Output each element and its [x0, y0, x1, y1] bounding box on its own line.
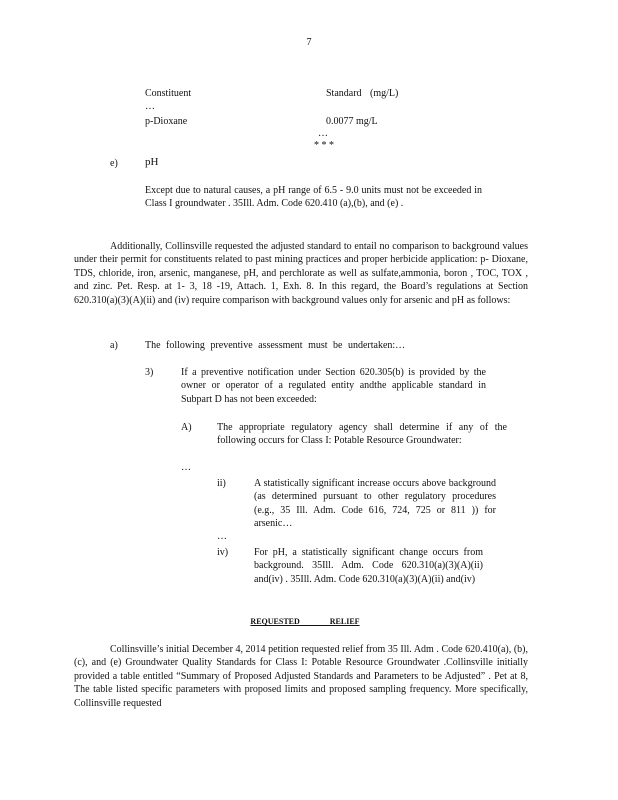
- table-ellipsis: …: [145, 101, 155, 112]
- table-header-constituent: Constituent: [145, 88, 192, 99]
- quote-item-label: iv): [217, 547, 229, 558]
- page-number: 7: [306, 37, 312, 48]
- quote-item-label: 3): [145, 367, 154, 378]
- table-header-standard: Standard (mg/L): [326, 88, 399, 99]
- quote-item-text: For pH, a statistically significant change occurs from background. 35Ill. Adm. Code 620.310(a)(3)(A)(ii) and(iv) . 35Ill. Adm. Code 620.310(a)(3)(A)(ii) and(iv): [254, 547, 483, 585]
- quote-item-text: The appropriate regulatory agency shall determine if any of the following occurs for Class I: Potable Resource Groundwater:: [217, 422, 507, 447]
- quote-item-label: a): [110, 340, 118, 351]
- quote-item-label: ii): [217, 478, 226, 489]
- quote-item-text: The following preventive assessment must be undertaken:…: [145, 340, 406, 351]
- quote-item-text: A statistically significant increase occurs above background (as determined pursuant to other regulatory procedures (e.g., 35 Ill. Adm. Code 616, 724, 725 or 811 )) for arsenic…: [254, 478, 496, 530]
- quote-item-label: A): [181, 422, 192, 433]
- section-heading: REQUESTED RELIEF: [250, 617, 360, 626]
- table-cell-constituent: p-Dioxane: [145, 116, 188, 127]
- section-asterisks: * * *: [314, 140, 334, 151]
- table-ellipsis: …: [318, 128, 328, 139]
- table-cell-standard: 0.0077 mg/L: [326, 116, 378, 127]
- quote-ellipsis: …: [181, 462, 191, 473]
- quote-item-text: If a preventive notification under Section 620.305(b) is provided by the owner or operator of a regulated entity andthe applicable standard in Subpart D has not been exceeded:: [181, 367, 486, 405]
- subsection-text: Except due to natural causes, a pH range of 6.5 - 9.0 units must not be exceeded in Class I groundwater . 35Ill. Adm. Code 620.410 (a),(b), and (e) .: [145, 185, 482, 210]
- subsection-title: pH: [145, 156, 159, 168]
- quote-ellipsis: …: [217, 531, 227, 542]
- body-paragraph: Collinsville’s initial December 4, 2014 petition requested relief from 35 Ill. Adm . Code 620.410(a), (b), (c), and (e) Groundwater Quality Standards for Class I: Potable Resource Groundwater .Collinsville initially provided a table entitled “Summary of Proposed Adjusted Standards and Parameters to be Adjusted” . Pet at 8, The table listed specific parameters with proposed limits and proposed sampling frequency. More specifically, Collinsville requested: [74, 644, 528, 709]
- subsection-label: e): [110, 158, 118, 169]
- body-paragraph: Additionally, Collinsville requested the adjusted standard to entail no comparison to background values under their permit for constituents related to past mining practices and proper herbicide application: p- Dioxane, TDS, chloride, iron, arsenic, manganese, pH, and perchlorate as well as sulfate,ammonia, boron , TOC, TOX , and zinc. Pet. Resp. at 1- 3, 18 -19, Attach. 1, Exh. 8. In this regard, the Board’s regulations at Section 620.310(a)(3)(A)(ii) and (iv) require comparison with background values only for arsenic and pH as follows:: [74, 241, 528, 306]
